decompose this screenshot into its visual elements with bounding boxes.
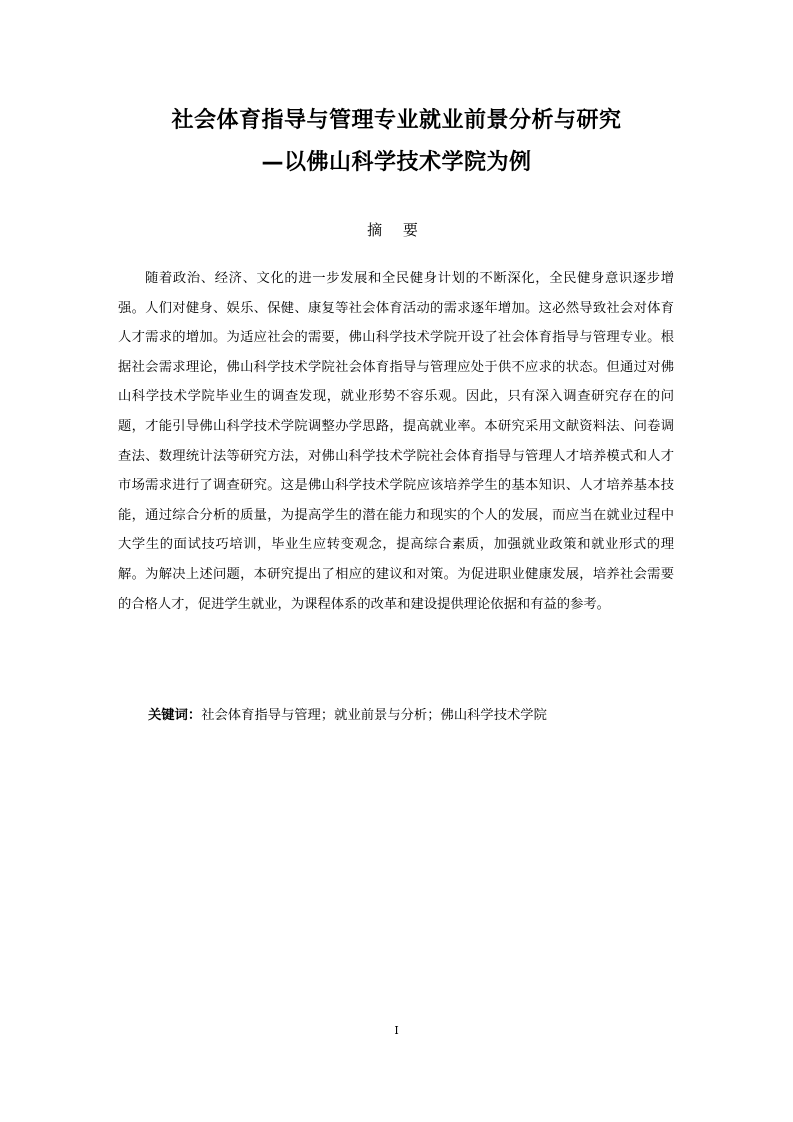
abstract-body: 随着政治、经济、文化的进一步发展和全民健身计划的不断深化，全民健身意识逐步增强。人们对健身、娱乐、保健、康复等社会体育活动的需求逐年增加。这必然导致社会对体育人才需求的增加。为适应社会的需要，佛山科学技术学院开设了社会体育指导与管理专业。根据社会需求理论，佛山科学技术学院社会体育指导与管理应处于供不应求的状态。但通过对佛山科学技术学院毕业生的调查发现，就业形势不容乐观。因此，只有深入调查研究存在的问题，才能引导佛山科学技术学院调整办学思路，提高就业率。本研究采用文献资料法、问卷调查法、数理统计法等研究方法，对佛山科学技术学院社会体育指导与管理人才培养模式和人才市场需求进行了调查研究。这是佛山科学技术学院应该培养学生的基本知识、人才培养基本技能，通过综合分析的质量，为提高学生的潜在能力和现实的个人的发展，而应当在就业过程中大学生的面试技巧培训，毕业生应转变观念，提高综合素质，加强就业政策和就业形式的理解。为解决上述问题，本研究提出了相应的建议和对策。为促进职业健康发展，培养社会需要的合格人才，促进学生就业，为课程体系的改革和建设提供理论依据和有益的参考。 [118, 271, 674, 612]
abstract-heading: 摘 要 [367, 221, 426, 239]
keywords-line [148, 705, 688, 727]
page-number: I [394, 1024, 399, 1037]
title-line-1: 社会体育指导与管理专业就业前景分析与研究 [171, 108, 622, 133]
keywords-text: 社会体育指导与管理；就业前景与分析；佛山科学技术学院 [201, 708, 547, 723]
keywords-label: 关键词： [148, 708, 202, 723]
title-line-2: —以佛山科学技术学院为例 [261, 150, 532, 175]
